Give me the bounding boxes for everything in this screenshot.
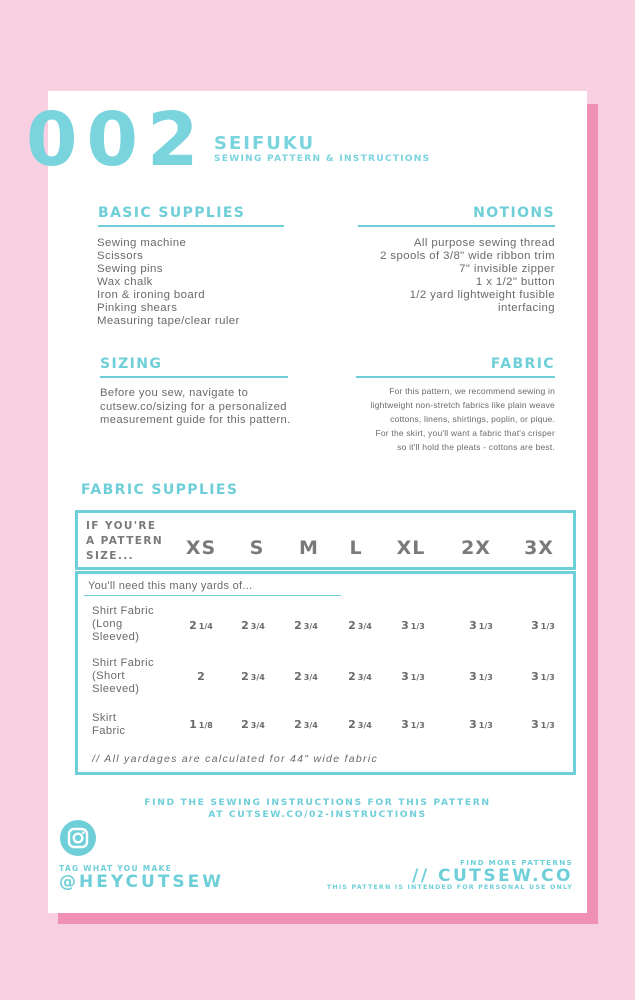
basic-supplies-heading: BASIC SUPPLIES: [98, 205, 246, 221]
text-line: measurement guide for this pattern.: [100, 414, 291, 426]
site-link[interactable]: // CUTSEW.CO: [412, 866, 573, 886]
yardage-cell: [179, 670, 223, 683]
yardage-whole: 3: [531, 670, 539, 683]
yardage-cell: [521, 718, 565, 731]
yardage-fraction: 3/4: [250, 622, 265, 631]
yardage-fraction: 1/3: [478, 721, 493, 730]
fabric-supplies-heading: FABRIC SUPPLIES: [81, 482, 239, 498]
text-line: SIZE...: [86, 550, 135, 562]
list-item: interfacing: [498, 302, 555, 314]
yardage-whole: 3: [531, 619, 539, 632]
size-m: M: [299, 537, 319, 559]
yardage-cell: [179, 718, 223, 731]
yardage-whole: 2: [348, 619, 356, 632]
yardage-whole: 2: [348, 670, 356, 683]
basic-supplies-list: [97, 237, 240, 328]
yardage-fraction: 1/4: [198, 622, 213, 631]
instructions-line-2[interactable]: AT CUTSEW.CO/02-INSTRUCTIONS: [208, 809, 427, 820]
yardage-fraction: 3/4: [303, 721, 318, 730]
yardage-whole: 2: [294, 619, 302, 632]
yardage-fraction: 3/4: [303, 622, 318, 631]
yardage-cell: [179, 619, 223, 632]
row-label-shirt-short: [92, 657, 154, 696]
yardage-whole: 3: [469, 718, 477, 731]
instagram-handle[interactable]: @HEYCUTSEW: [59, 872, 225, 892]
list-item: Wax chalk: [97, 276, 153, 288]
yardage-whole: 2: [348, 718, 356, 731]
pattern-number: 002: [26, 97, 208, 183]
find-more-text: FIND MORE PATTERNS: [460, 858, 573, 867]
yardage-fraction: 1/3: [540, 673, 555, 682]
yardage-whole: 2: [294, 718, 302, 731]
yardage-whole: 3: [469, 619, 477, 632]
list-item: Sewing pins: [97, 263, 163, 275]
text-line: IF YOU'RE: [86, 520, 157, 532]
divider: [358, 225, 555, 227]
text-line: cottons, linens, shirtings, poplin, or pique.: [390, 414, 555, 424]
text-line: Skirt: [92, 712, 117, 724]
yardage-fraction: 1/3: [410, 673, 425, 682]
divider: [100, 376, 288, 378]
yardage-fraction: 3/4: [250, 721, 265, 730]
row-label-skirt: [92, 712, 125, 738]
divider: [356, 376, 555, 378]
yardage-footnote: // All yardages are calculated for 44" wide fabric: [92, 753, 379, 765]
yardage-whole: 3: [401, 670, 409, 683]
yardage-whole: 2: [241, 670, 249, 683]
yardage-fraction: 3/4: [250, 673, 265, 682]
yardage-cell: [231, 619, 275, 632]
yardage-fraction: 1/3: [410, 721, 425, 730]
fabric-text: [371, 384, 555, 454]
pattern-sheet: [26, 91, 587, 913]
yardage-fraction: 3/4: [357, 673, 372, 682]
divider: [84, 595, 341, 596]
size-prompt: [86, 519, 163, 564]
yardage-whole: 1: [189, 718, 197, 731]
text-line: (Long: [92, 618, 123, 630]
size-3x: 3X: [524, 537, 554, 559]
yardage-cell: [284, 670, 328, 683]
list-item: All purpose sewing thread: [413, 237, 555, 249]
row-label-shirt-long: [92, 605, 154, 644]
text-line: Shirt Fabric: [92, 605, 154, 617]
fabric-heading: FABRIC: [490, 356, 555, 372]
instructions-line-1: FIND THE SEWING INSTRUCTIONS FOR THIS PATTERN: [144, 797, 491, 808]
yardage-cell: [391, 670, 435, 683]
list-item: 2 spools of 3/8" wide ribbon trim: [380, 250, 555, 262]
text-line: so it'll hold the pleats - cottons are best.: [397, 442, 555, 452]
text-line: A PATTERN: [86, 535, 164, 547]
yardage-cell: [338, 670, 382, 683]
yards-needed-text: You'll need this many yards of...: [88, 580, 253, 592]
yardage-cell: [459, 718, 503, 731]
list-item: Measuring tape/clear ruler: [97, 315, 240, 327]
yardage-fraction: 3/4: [357, 721, 372, 730]
list-item: Scissors: [97, 250, 144, 262]
list-item: 1 x 1/2" button: [475, 276, 555, 288]
text-line: Sleeved): [92, 631, 140, 643]
list-item: Iron & ironing board: [97, 289, 206, 301]
text-line: For this pattern, we recommend sewing in: [389, 386, 555, 396]
yardage-whole: 2: [294, 670, 302, 683]
list-item: 1/2 yard lightweight fusible: [409, 289, 555, 301]
personal-use-notice: THIS PATTERN IS INTENDED FOR PERSONAL USE ONLY: [326, 884, 573, 891]
text-line: cutsew.co/sizing for a personalized: [100, 400, 287, 413]
yardage-cell: [391, 619, 435, 632]
sizing-heading: SIZING: [100, 356, 163, 372]
size-2x: 2X: [461, 537, 491, 559]
pattern-subtitle: SEWING PATTERN & INSTRUCTIONS: [214, 154, 431, 164]
text-line: Sleeved): [92, 683, 140, 695]
yardage-cell: [231, 670, 275, 683]
size-l: L: [349, 537, 363, 559]
yardage-fraction: 1/3: [540, 622, 555, 631]
yardage-fraction: 1/8: [198, 721, 213, 730]
yardage-fraction: 1/3: [540, 721, 555, 730]
size-xs: XS: [185, 537, 217, 559]
notions-heading: NOTIONS: [473, 205, 555, 221]
size-xl: XL: [396, 537, 426, 559]
yardage-cell: [459, 670, 503, 683]
tag-text: TAG WHAT YOU MAKE: [59, 864, 173, 873]
list-item: Sewing machine: [97, 237, 187, 249]
yardage-whole: 2: [189, 619, 197, 632]
yardage-fraction: 3/4: [303, 673, 318, 682]
divider: [98, 225, 284, 227]
notions-list: [380, 237, 555, 315]
text-line: Before you sew, navigate to: [100, 387, 249, 399]
yardage-cell: [521, 619, 565, 632]
yardage-cell: [391, 718, 435, 731]
yardage-whole: 3: [401, 619, 409, 632]
yardage-whole: 2: [197, 670, 205, 683]
yardage-fraction: 1/3: [478, 622, 493, 631]
text-line: (Short: [92, 670, 125, 682]
yardage-fraction: 1/3: [478, 673, 493, 682]
yardage-fraction: 1/3: [410, 622, 425, 631]
yardage-fraction: 3/4: [357, 622, 372, 631]
yardage-cell: [338, 718, 382, 731]
yardage-whole: 2: [241, 619, 249, 632]
yardage-whole: 3: [401, 718, 409, 731]
yardage-whole: 3: [469, 670, 477, 683]
list-item: 7" invisible zipper: [459, 263, 555, 275]
sizing-text: [100, 387, 291, 428]
text-line: For the skirt, you'll want a fabric that's crisper: [375, 428, 555, 438]
yardage-whole: 3: [531, 718, 539, 731]
yardage-whole: 2: [241, 718, 249, 731]
yardage-cell: [459, 619, 503, 632]
text-line: Fabric: [92, 725, 126, 737]
yardage-cell: [521, 670, 565, 683]
instagram-icon[interactable]: [60, 820, 96, 856]
yardage-cell: [284, 718, 328, 731]
yardage-cell: [231, 718, 275, 731]
text-line: Shirt Fabric: [92, 657, 154, 669]
text-line: lightweight non-stretch fabrics like plain weave: [370, 400, 555, 410]
pattern-title: SEIFUKU: [214, 133, 316, 154]
list-item: Pinking shears: [97, 302, 178, 314]
size-s: S: [249, 537, 265, 559]
yardage-cell: [284, 619, 328, 632]
yardage-cell: [338, 619, 382, 632]
